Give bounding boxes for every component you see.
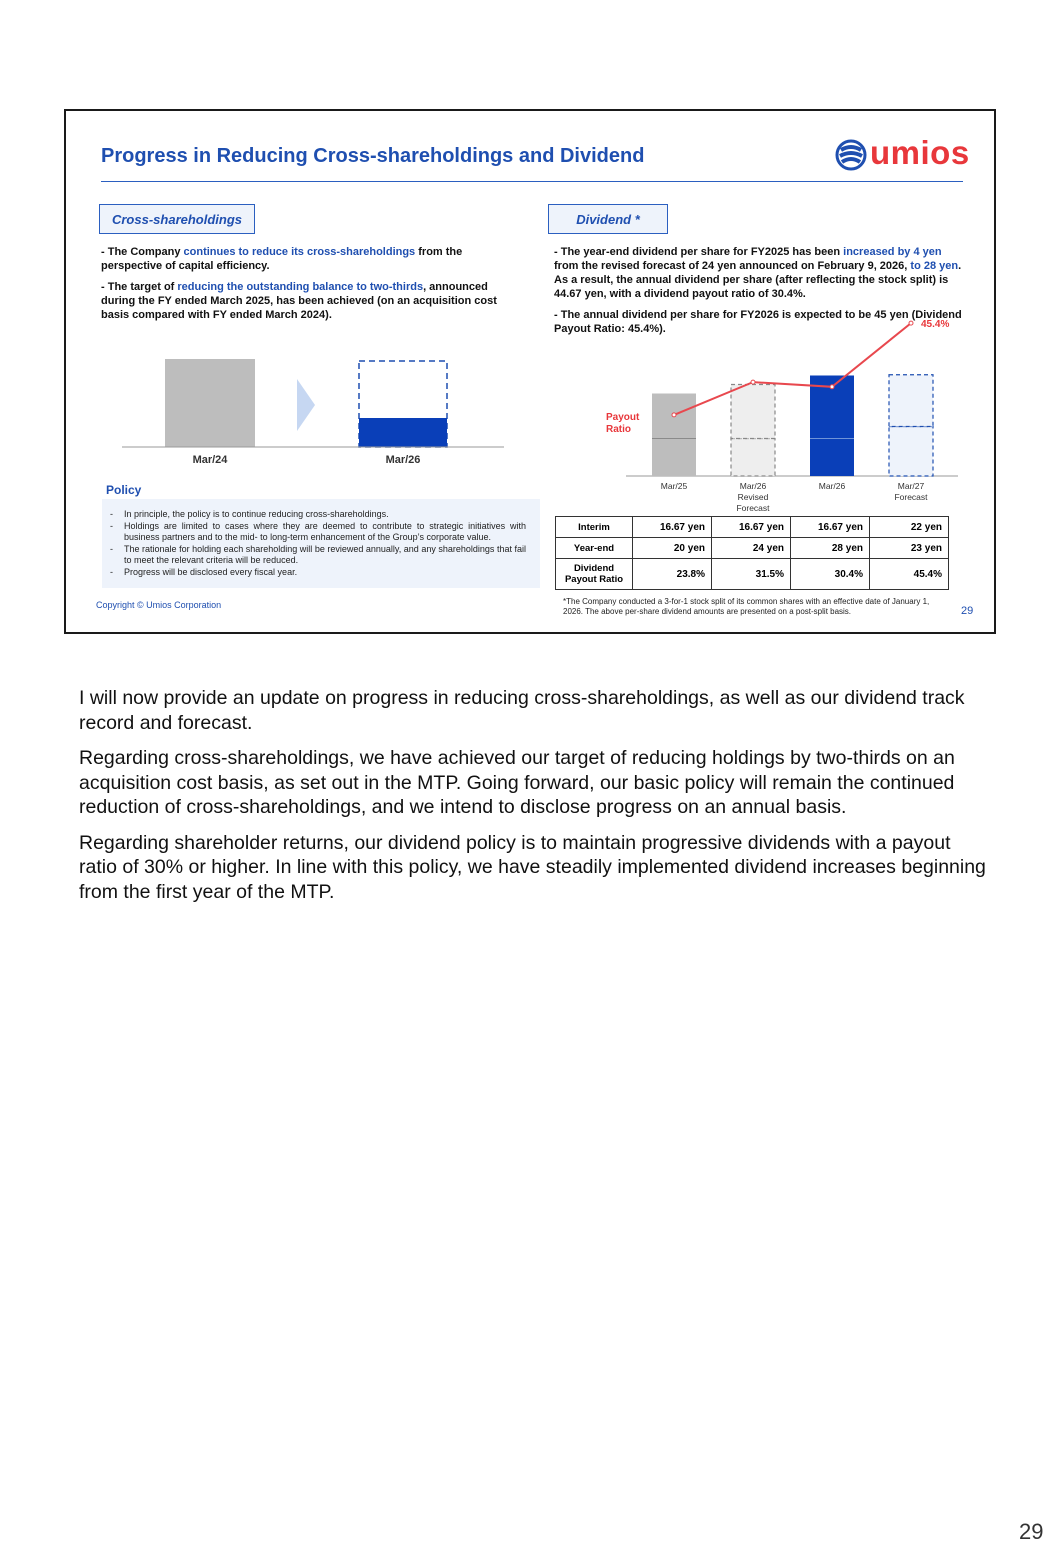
x-label-mar24: Mar/24 [192, 454, 228, 466]
bar-interim [889, 427, 933, 477]
x-axis-label: Forecast [736, 503, 770, 513]
table-cell: 20 yen [633, 538, 712, 559]
slide [64, 109, 996, 634]
slide-page-number: 29 [961, 605, 974, 617]
slide-title: Progress in Reducing Cross-shareholdings and Dividend [101, 145, 645, 167]
table-row [556, 538, 949, 559]
table-cell: 28 yen [791, 538, 870, 559]
payout-ratio-label: Payout [606, 412, 640, 423]
bar-year-end [731, 384, 775, 438]
x-axis-label: Mar/26 [739, 481, 767, 491]
table-row [556, 517, 949, 538]
notes-paragraph: I will now provide an update on progress in reducing cross-shareholdings, as well as our dividend track record and forecast. [79, 687, 965, 734]
bar-interim [652, 438, 696, 476]
row-label-year-end: Year-end [556, 538, 633, 559]
table-cell: 23.8% [633, 559, 712, 590]
notes-paragraph: Regarding shareholder returns, our dividend policy is to maintain progressive dividends with a payout ratio of 30% or higher. In line with this policy, we have steadily implemented dividend increases beginning from the first year of the MTP. [79, 831, 986, 903]
copyright: Copyright © Umios Corporation [96, 600, 222, 610]
table-cell: 16.67 yen [791, 517, 870, 538]
payout-ratio-point [830, 385, 834, 389]
table-cell: 16.67 yen [633, 517, 712, 538]
section-label-cross-shareholdings: Cross-shareholdings [99, 204, 255, 234]
payout-ratio-point [672, 413, 676, 417]
policy-item: - The rationale for holding each shareholding will be reviewed annually, and any shareholdings that fail to meet the relevant criteria will be reduced. [110, 544, 526, 567]
dividend-table [555, 516, 949, 590]
cross-shareholdings-text: - The Company continues to reduce its cross-shareholdings from the perspective of capital efficiency. - The target of reducing the outstanding balance to two-thirds, announced during the FY ended March 2025, has been achieved (on an acquisition cost basis compared with FY ended March 2024). [101, 246, 497, 321]
payout-ratio-line [674, 323, 911, 415]
bar-interim [731, 438, 775, 476]
x-label-mar26: Mar/26 [385, 454, 421, 466]
policy-item: - Progress will be disclosed every fiscal year. [110, 567, 526, 579]
payout-ratio-label: Ratio [606, 424, 631, 435]
bar-year-end [889, 375, 933, 427]
dividend-text: - The year-end dividend per share for FY2025 has been increased by 4 yen from the revised forecast of 24 yen announced on February 9, 2026, to 28 yen. As a result, the annual dividend per share (after reflecting the stock split) is 44.67 yen, with a dividend payout ratio of 30.4%. - The annual dividend per share for FY2026 is expected to be 45 yen (Dividend Payout Ratio: 45.4%). [554, 246, 962, 335]
x-axis-label: Mar/25 [660, 481, 688, 491]
x-axis-label: Revised [737, 492, 769, 502]
table-cell: 16.67 yen [712, 517, 791, 538]
bar-interim [810, 438, 854, 476]
section-label-dividend: Dividend * [548, 204, 668, 234]
table-cell: 45.4% [870, 559, 949, 590]
payout-ratio-value-label: 45.4% [921, 319, 950, 331]
table-cell: 22 yen [870, 517, 949, 538]
row-label-interim: Interim [556, 517, 633, 538]
table-row [556, 559, 949, 590]
row-label-payout-ratio: Dividend Payout Ratio [556, 559, 633, 590]
dividend-chart [66, 111, 996, 521]
table-cell: 31.5% [712, 559, 791, 590]
table-cell: 30.4% [791, 559, 870, 590]
table-cell: 24 yen [712, 538, 791, 559]
x-axis-label: Mar/26 [818, 481, 846, 491]
logo-text: umios [870, 134, 970, 171]
notes-paragraph: Regarding cross-shareholdings, we have achieved our target of reducing holdings by two-thirds on an acquisition cost basis, as set out in the MTP. Going forward, our basic policy will remain the continued reduction of cross-shareholdings, and we intend to disclose progress on an annual basis. [79, 747, 955, 818]
page-number: 29 [1019, 1519, 1044, 1544]
payout-ratio-point [909, 321, 913, 325]
speaker-notes [79, 686, 989, 915]
x-axis-label: Forecast [894, 492, 928, 502]
x-axis-label: Mar/27 [897, 481, 925, 491]
policy-item: - Holdings are limited to cases where they are deemed to contribute to strategic initiatives with business partners and to the mid- to long-term enhancement of the Group’s corporate value. [110, 521, 526, 544]
stock-split-footnote: *The Company conducted a 3-for-1 stock split of its common shares with an effective date of January 1, 2026. The above per-share dividend amounts are presented on a post-split basis. [563, 597, 930, 616]
payout-ratio-point [751, 380, 755, 384]
policy-item: - In principle, the policy is to continue reducing cross-shareholdings. [110, 509, 526, 521]
policy-title: Policy [106, 483, 142, 497]
table-cell: 23 yen [870, 538, 949, 559]
